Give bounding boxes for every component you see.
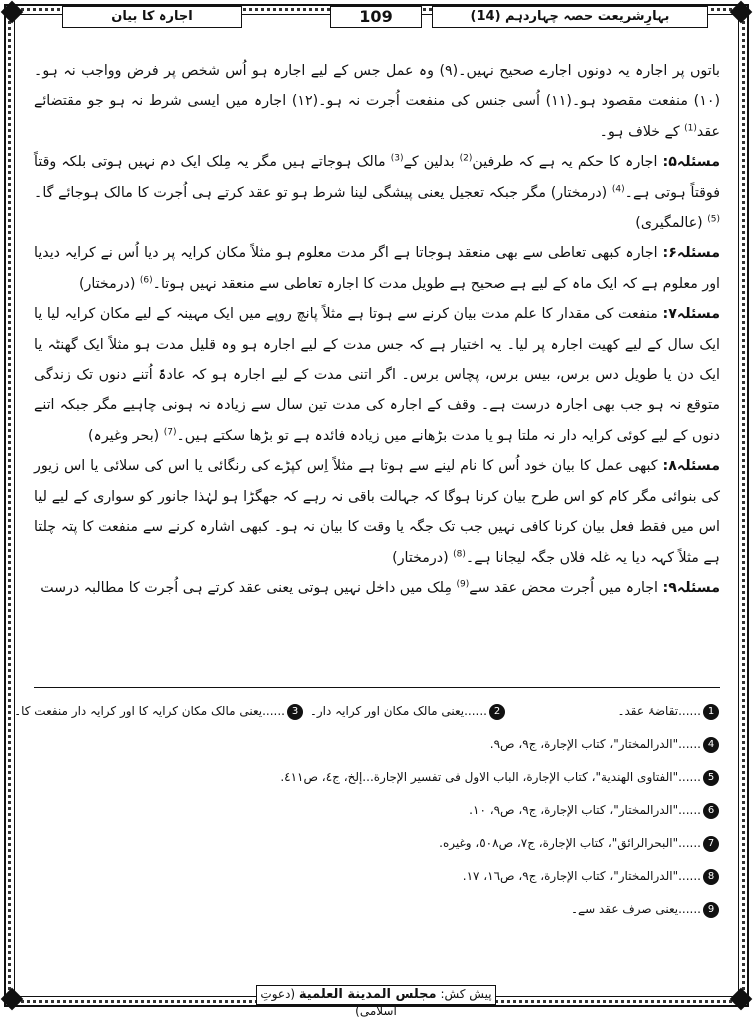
masala-8: مسئلہ۸: کبھی عمل کا بیان خود اُس کا نام لینے سے ہوتا ہے مثلاً اِس کپڑے کی رنگائی یا اس کی سلائی یا اس زیور کی بنوائی مگر کام کو اس طرح بیان کرنا ہوگا کہ جہالت باقی نہ رہے کہ جھگڑا ہو لہٰذا جانور کو سواری کے لیے لیا اس میں فقط فعل بیان کرنا کافی نہیں جب تک جگہ یا وقت کا بیان نہ ہو۔ کبھی اشارہ کرنے سے منفعت کا پتہ چلتا ہے مثلاً کہہ دیا یہ غلہ فلاں جگہ لیجانا ہے۔$^{(8)}$ (درمختار) <box>34 458 720 566</box>
footnote-ref: (4) <box>611 183 625 194</box>
footnote-ref: (1) <box>684 123 697 134</box>
footnote-5: 5......"الفتاوى الهندية"، كتاب الإجارة، الباب الاول فی تفسير الإجارة...إلخ، ج٤، ص٤١١. <box>280 766 719 788</box>
footnote-ref: (5) <box>707 214 720 225</box>
masala-9: مسئلہ۹: اجارہ میں اُجرت محض عقد سے$^{(9)}$ مِلک میں داخل نہیں ہوتی یعنی عقد کرتے ہی اُجرت کا مطالبہ درست <box>40 579 720 596</box>
publisher-footer <box>256 985 496 1018</box>
footnote-1: 1......تقاضۂ عقد۔ <box>617 700 719 722</box>
footnote-number: 5 <box>703 770 719 786</box>
masala-label: مسئلہ۸: <box>662 458 720 475</box>
footnote-number: 9 <box>703 902 719 918</box>
footnote-number: 2 <box>489 704 505 720</box>
page-number: 109 <box>330 6 422 28</box>
footnote-ref: (7) <box>163 427 177 438</box>
footnote-6: 6......"الدرالمختار"، كتاب الإجارة، ج٩، ص٩، ١٠. <box>469 799 719 821</box>
masala-label: مسئلہ۶: <box>662 245 720 262</box>
paragraph-continuation: باتوں پر اجارہ یہ دونوں اجارے صحیح نہیں۔(۹) وہ عمل جس کے لیے اجارہ ہو اُس شخص پر فرض وواجب نہ ہو۔(۱۰) منفعت مقصود ہو۔(۱۱) اُسی جنس کی منفعت اُجرت نہ ہو۔(۱۲) اجارہ میں ایسی شرط نہ ہو جو مقتضائے عقد$^{(1)}$ کے خلاف ہو۔ <box>34 63 720 140</box>
section-title: اجارہ کا بیان <box>62 6 242 28</box>
footnote-9: 9......یعنی صرف عقد سے۔ <box>571 898 719 920</box>
book-title: بہارِشریعت حصہ چہاردہم (14) <box>432 6 708 28</box>
footnote-ref: (6) <box>139 275 153 286</box>
footnote-3: 3......یعنی مالک مکان کرایہ کا اور کرایہ دار منفعت کا۔ <box>14 700 303 722</box>
masala-label: مسئلہ۵: <box>662 154 720 171</box>
footer-prefix: پیش کش: <box>440 987 492 1001</box>
footnote-7: 7......"البحرالرائق"، كتاب الإجارة، ج٧، ص٥٠٨، وغيره. <box>439 832 719 854</box>
footnote-divider <box>34 687 720 688</box>
publisher-name: مجلس المدینة العلمیة <box>298 987 437 1002</box>
footnote-2: 2......یعنی مالک مکان اور کرایہ دار۔ <box>310 700 505 722</box>
footnote-4: 4......"الدرالمختار"، كتاب الإجارة، ج٩، ص٩. <box>490 733 719 755</box>
footnote-ref: (9) <box>456 579 470 590</box>
footnote-ref: (8) <box>453 548 466 559</box>
footnote-ref: (2) <box>459 153 473 164</box>
footnote-number: 1 <box>703 704 719 720</box>
footnote-number: 3 <box>287 704 303 720</box>
masala-6: مسئلہ۶: اجارہ کبھی تعاطی سے بھی منعقد ہوجاتا ہے اگر مدت معلوم ہو مثلاً مکان کرایہ پر دیا اُس نے کرایہ دیدیا اور معلوم ہے کہ ایک ماہ کے لیے ہے صحیح ہے طویل مدت کا اجارہ تعاطی سے منعقد نہیں ہوتا۔$^{(6)}$ (درمختار) <box>34 245 720 292</box>
publisher-org: (دعوتِ اسلامی) <box>260 987 397 1018</box>
main-text <box>34 56 720 603</box>
masala-label: مسئلہ۹: <box>662 579 720 596</box>
footnote-number: 6 <box>703 803 719 819</box>
footnote-number: 4 <box>703 737 719 753</box>
footnote-ref: (3) <box>390 153 404 164</box>
footnote-number: 8 <box>703 869 719 885</box>
masala-7: مسئلہ۷: منفعت کی مقدار کا علم مدت بیان کرنے سے ہوتا ہے مثلاً پانچ روپے میں ایک مہینہ کے لیے مکان کرایہ لیا یا ایک سال کے لیے کھیت اجارہ پر لیا۔ یہ اختیار ہے کہ جس مدت کے لیے اجارہ ہو وہ قلیل مدت ہو مثلاً ایک گھنٹہ یا ایک دن یا طویل دس برس، بیس برس، پچاس برس۔ اگر اتنی مدت کے لیے اجارہ ہو کہ عادۃً اُتنے دنوں تک زندگی متوقع نہ ہو جب بھی اجارہ درست ہے۔ وقف کے اجارہ کی مدت تین سال سے زیادہ نہ ہونی چاہیے مگر جبکہ اتنے دنوں کے لیے کوئی کرایہ دار نہ ملتا ہو یا مدت بڑھانے میں زیادہ فائدہ ہے تو بڑھا سکتے ہیں۔$^{(7)}$ (بحر وغیرہ) <box>34 306 720 444</box>
footnote-8: 8......"الدرالمختار"، كتاب الإجارة، ج٩، ص١٦، ١٧. <box>463 865 719 887</box>
masala-5: مسئلہ۵: اجارہ کا حکم یہ ہے کہ طرفین$^{(2)}$ بدلین کے$^{(3)}$ مالک ہوجاتے ہیں مگر یہ مِلک ایک دم نہیں ہوتی بلکہ وقتاً فوقتاً ہوتی ہے۔$^{(4)}$ (درمختار) مگر جبکہ تعجیل یعنی پیشگی لینا شرط ہو تو عقد کرتے ہی اُجرت کا مالک ہوجائے گا۔$^{(5)}$ (عالمگیری) <box>34 153 720 232</box>
footnote-number: 7 <box>703 836 719 852</box>
masala-label: مسئلہ۷: <box>662 306 720 323</box>
